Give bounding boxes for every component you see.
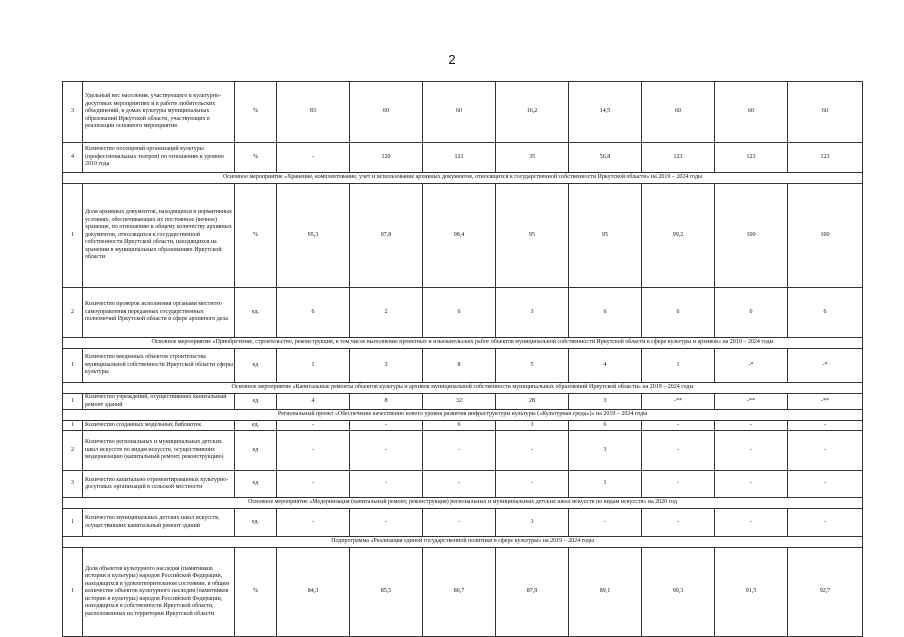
value-cell: - [569,509,642,537]
row-number: 1 [63,509,83,537]
value-cell: - [715,431,788,471]
unit-cell: ед [235,394,277,410]
value-cell: 85,5 [350,548,423,637]
indicator-name: Количество введенных объектов строительства муниципальной собственности Иркутской области сферы культуры [83,349,235,383]
unit-cell: ед [235,431,277,471]
value-cell: 83 [277,82,350,143]
indicator-name: Количество созданных модельных библиотек [83,421,235,431]
indicator-name: Количество региональных и муниципальных детских школ искусств по видам искусств, осуществивших модернизацию (капитальный ремонт, реконструкцию) [83,431,235,471]
value-cell: - [715,509,788,537]
value-cell: 3 [569,431,642,471]
value-cell: -* [788,349,863,383]
value-cell: 6 [569,288,642,338]
value-cell: 98,4 [423,184,496,288]
value-cell: 123 [715,143,788,173]
value-cell: 100 [788,184,863,288]
indicator-name: Количество проверок исполнения органами местного самоуправления переданных государственных полномочий Иркутской области в сфере архивного дела [83,288,235,338]
row-number: 1 [63,349,83,383]
row-number: 4 [63,143,83,173]
section-title: Основное мероприятие «Капитальные ремонты объектов культуры и архивов муниципальной собственности муниципальных образований Иркутской области» на 2019 – 2024 годы [63,383,863,394]
table-row [63,288,863,338]
table-row [63,394,863,410]
value-cell: 95 [496,184,569,288]
row-number: 2 [63,288,83,338]
value-cell: 84,3 [277,548,350,637]
section-title: Основное мероприятие «Приобретение, строительство, реконструкция, в том числе выполнение проектных и изыскательских работ объектов муниципальной собственности Иркутской области в сфере культуры и архивов» на 2019 – 2024 годы [63,338,863,349]
row-number: 1 [63,184,83,288]
value-cell: 123 [788,143,863,173]
value-cell: 8 [423,349,496,383]
value-cell: 60 [788,82,863,143]
value-cell: - [642,471,715,498]
value-cell: 2 [350,288,423,338]
table-row [63,471,863,498]
value-cell: 121 [423,143,496,173]
row-number: 1 [63,394,83,410]
indicator-name: Количество муниципальных детских школ искусств, осуществивших капитальный ремонт зданий [83,509,235,537]
table-row [63,349,863,383]
unit-cell: ед. [235,288,277,338]
section-header-row [63,338,863,349]
value-cell: 4 [569,349,642,383]
value-cell: 60 [642,82,715,143]
table-row [63,82,863,143]
value-cell: 3 [496,509,569,537]
value-cell: 3 [496,288,569,338]
row-number: 3 [63,82,83,143]
value-cell: - [277,431,350,471]
value-cell: - [423,431,496,471]
value-cell: - [350,431,423,471]
value-cell: 16,2 [496,82,569,143]
value-cell: 35 [496,143,569,173]
value-cell: 5 [496,349,569,383]
value-cell: 56,8 [569,143,642,173]
value-cell: - [642,509,715,537]
unit-cell: ед [235,349,277,383]
indicator-name: Количество капитально отремонтированных культурно-досуговых организаций в сельской местности [83,471,235,498]
value-cell: - [642,431,715,471]
value-cell: 87,9 [496,548,569,637]
table-row [63,431,863,471]
value-cell: 97,8 [350,184,423,288]
value-cell: 120 [350,143,423,173]
value-cell: 90,3 [642,548,715,637]
section-header-row [63,498,863,509]
value-cell: 6 [277,288,350,338]
indicator-name: Количество посещений организаций культуры (профессиональных театров) по отношению к уровню 2010 года [83,143,235,173]
value-cell: - [277,421,350,431]
value-cell: - [350,471,423,498]
value-cell: 14,5 [569,82,642,143]
value-cell: - [277,509,350,537]
indicator-name: Доля объектов культурного наследия (памятников истории и культуры) народов Российской Федерации, находящихся в удовлетворительном состоянии, в общем количестве объектов культурного наследия (памятников истории и культуры) народов Российской Федерации, находящихся в собственности Иркутской области, расположенных на территории Иркутской области [83,548,235,637]
value-cell: 32 [423,394,496,410]
value-cell: - [642,421,715,431]
unit-cell: ед [235,471,277,498]
value-cell: -* [715,349,788,383]
value-cell: 95,3 [277,184,350,288]
value-cell: -** [715,394,788,410]
unit-cell: % [235,548,277,637]
value-cell: 6 [715,288,788,338]
value-cell: - [715,471,788,498]
value-cell: 1 [642,349,715,383]
value-cell: - [788,421,863,431]
section-header-row [63,410,863,421]
value-cell: 91,5 [715,548,788,637]
value-cell: - [788,431,863,471]
value-cell: - [423,471,496,498]
table-row [63,509,863,537]
value-cell: 100 [715,184,788,288]
value-cell: - [277,471,350,498]
unit-cell: ед. [235,509,277,537]
page-number: 2 [448,52,456,67]
unit-cell: % [235,82,277,143]
table-row [63,184,863,288]
value-cell: 99,2 [642,184,715,288]
value-cell: 8 [350,394,423,410]
value-cell: 60 [350,82,423,143]
indicators-table [62,81,863,637]
value-cell: - [788,471,863,498]
value-cell: 6 [423,421,496,431]
row-number: 1 [63,548,83,637]
value-cell: - [350,421,423,431]
value-cell: -** [642,394,715,410]
value-cell: 92,7 [788,548,863,637]
value-cell: 60 [715,82,788,143]
row-number: 3 [63,471,83,498]
table-row [63,421,863,431]
value-cell: - [496,471,569,498]
value-cell: 1 [569,471,642,498]
value-cell: - [715,421,788,431]
value-cell: 3 [569,394,642,410]
unit-cell: % [235,143,277,173]
value-cell: 6 [569,421,642,431]
unit-cell: ед. [235,421,277,431]
indicator-name: Доля архивных документов, находящихся в нормативных условиях, обеспечивающих их постоянное (вечное) хранение, по отношению к общему количеству архивных документов, относящихся к государственной собственности Иркутской области, находящихся на хранении в муниципальных образованиях Иркутской области [83,184,235,288]
row-number: 2 [63,431,83,471]
section-title: Подпрограмма «Реализация единой государственной политики в сфере культуры» на 2019 – 2024 годы [63,537,863,548]
indicator-name: Количество учреждений, осуществивших капитальный ремонт зданий [83,394,235,410]
value-cell: 95 [569,184,642,288]
value-cell: 28 [496,394,569,410]
value-cell: 6 [788,288,863,338]
value-cell: 6 [423,288,496,338]
value-cell: 89,1 [569,548,642,637]
value-cell: 4 [277,394,350,410]
section-title: Региональный проект «Обеспечение качественно нового уровня развития инфраструктуры культуры («Культурная среда»)» на 2019 – 2024 годы [63,410,863,421]
value-cell: 1 [277,349,350,383]
table-row [63,143,863,173]
section-header-row [63,173,863,184]
value-cell: 86,7 [423,548,496,637]
value-cell: 123 [642,143,715,173]
unit-cell: % [235,184,277,288]
value-cell: - [423,509,496,537]
table-row [63,548,863,637]
row-number: 1 [63,421,83,431]
indicator-name: Удельный вес населения, участвующего в культурно-досуговых мероприятиях и в работе любительских объединений, в домах культуры муниципальных образований Иркутской области, участвующих в реализации основного мероприятия [83,82,235,143]
value-cell: 60 [423,82,496,143]
section-title: Основное мероприятие «Модернизация (капитальный ремонт, реконструкция) региональных и муниципальных детских школ искусств по видам искусств» на 2020 год [63,498,863,509]
value-cell: -** [788,394,863,410]
value-cell: 6 [642,288,715,338]
value-cell: 3 [496,421,569,431]
section-header-row [63,383,863,394]
value-cell: - [277,143,350,173]
section-title: Основное мероприятие «Хранение, комплектование, учет и использование архивных документов, относящихся к государственной собственности Иркутской области» на 2019 – 2024 годы [63,173,863,184]
value-cell: - [496,431,569,471]
value-cell: - [350,509,423,537]
value-cell: - [788,509,863,537]
table-body [63,82,863,637]
value-cell: 3 [350,349,423,383]
section-header-row [63,537,863,548]
